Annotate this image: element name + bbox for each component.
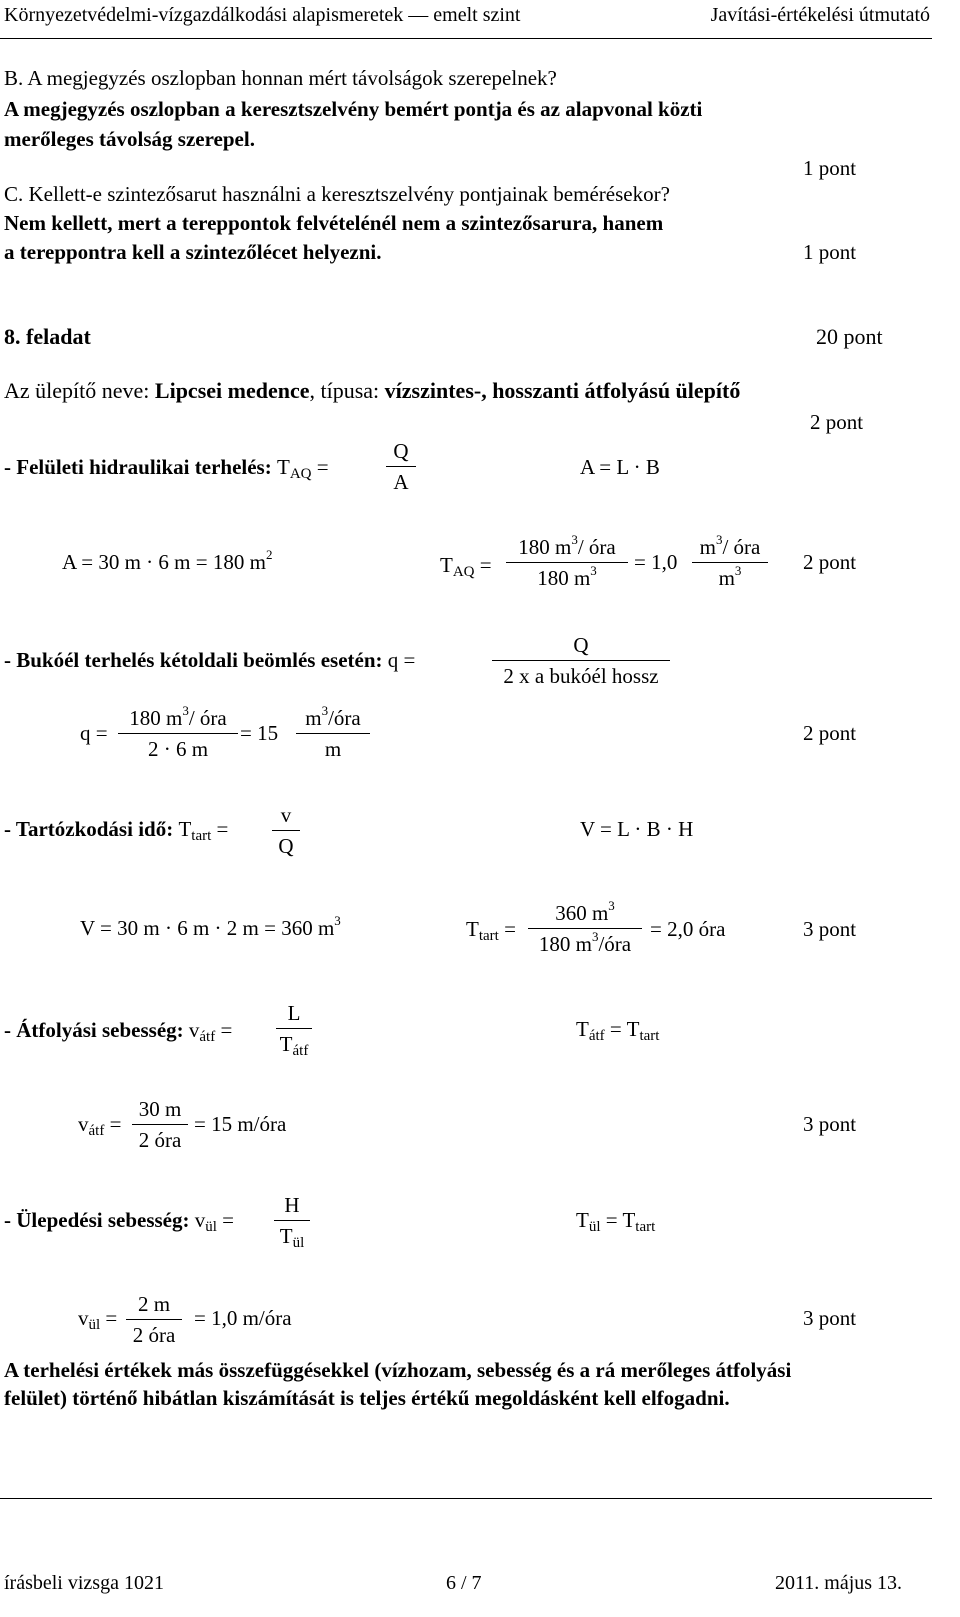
note-line-1: A terhelési értékek más összefüggésekkel (vízhozam, sebesség és a rá merőleges átfolyási xyxy=(4,1358,792,1382)
weir-calc-fraction: 180 $m^3/$ óra 2 · 6 m xyxy=(118,705,238,762)
hydraulic-points: 2 pont xyxy=(803,550,857,574)
settling-points: 3 pont xyxy=(803,1306,857,1330)
settling-velocity-label: - Ülepedési sebesség: $v_{ül}$ = xyxy=(4,1208,234,1235)
task-title: 8. feladat xyxy=(4,324,91,349)
area-formula: A = L · B xyxy=(580,455,660,479)
retention-fraction: v Q xyxy=(272,802,300,859)
section-b-points: 1 pont xyxy=(803,156,857,180)
retention-label: - Tartózkodási idő: $T_{tart}$ = xyxy=(4,817,229,844)
footer-exam-code: írásbeli vizsga 1021 xyxy=(4,1572,164,1594)
retention-result: = 2,0 óra xyxy=(650,917,726,941)
section-b-answer-1: A megjegyzés oszlopban a keresztszelvény bemért pontja és az alapvonal közti xyxy=(4,97,703,121)
flow-calc-fraction: 30 m 2 óra xyxy=(132,1096,188,1153)
hydraulic-load-fraction: Q A xyxy=(386,438,416,495)
weir-load-fraction: Q 2 x a bukóél hossz xyxy=(492,632,670,689)
time-equality: $T_{átf} = T_{tart}$ xyxy=(576,1017,660,1044)
header-subtitle: Javítási-értékelési útmutató xyxy=(710,4,930,26)
volume-calculation: V = 30 m · 6 m · 2 m = 360 $m^3$ xyxy=(80,913,341,940)
header-title: Környezetvédelmi-vízgazdálkodási alapismeretek — emelt szint xyxy=(4,4,521,26)
footer-page-number: 6 / 7 xyxy=(446,1572,482,1594)
area-calculation: A = 30 m · 6 m = 180 $m^2$ xyxy=(62,547,273,574)
intro-points: 2 pont xyxy=(810,410,864,434)
weir-load-label: - Bukóél terhelés kétoldali beömlés esetén: q = xyxy=(4,648,416,672)
section-c-answer-1: Nem kellett, mert a tereppontok felvételénél nem a szintezősarura, hanem xyxy=(4,211,664,235)
hydraulic-calc-lhs: $T_{AQ}$ = xyxy=(440,553,492,580)
footer-date: 2011. május 13. xyxy=(775,1572,903,1594)
hydraulic-unit-fraction: $m^3/$ óra $m^3$ xyxy=(692,534,768,591)
footer-rule xyxy=(0,1498,932,1499)
header-rule xyxy=(0,38,932,39)
weir-points: 2 pont xyxy=(803,721,857,745)
flow-result: = 15 m/óra xyxy=(194,1112,287,1136)
flow-velocity-fraction: L $T_{átf}$ xyxy=(276,1000,312,1057)
section-c-question: C. Kellett-e szintezősarut használni a keresztszelvény pontjainak bemérésekor? xyxy=(4,182,670,206)
section-c-answer-2: a tereppontra kell a szintezőlécet helyezni. xyxy=(4,240,382,264)
settling-calc-fraction: 2 m 2 óra xyxy=(126,1291,182,1348)
task-total-points: 20 pont xyxy=(816,324,883,349)
weir-result: = 15 xyxy=(240,721,279,745)
note-line-2: felület) történő hibátlan kiszámítását is teljes értékű megoldásként kell elfogadni. xyxy=(4,1386,730,1410)
volume-formula: V = L · B · H xyxy=(580,817,694,841)
weir-unit-fraction: $m^3$/óra m xyxy=(296,705,370,762)
retention-points: 3 pont xyxy=(803,917,857,941)
section-b-question: B. A megjegyzés oszlopban honnan mért távolságok szerepelnek? xyxy=(4,66,557,90)
hydraulic-result: = 1,0 xyxy=(634,550,678,574)
settling-result: = 1,0 m/óra xyxy=(194,1306,292,1330)
retention-calc-lhs: $T_{tart}$ = xyxy=(466,917,516,944)
hydraulic-calc-fraction: 180 $m^3/$ óra 180 $m^3$ xyxy=(506,534,628,591)
settler-intro: Az ülepítő neve: Lipcsei medence, típusa: vízszintes-, hosszanti átfolyású ülepítő xyxy=(4,378,741,403)
flow-points: 3 pont xyxy=(803,1112,857,1136)
flow-calc-lhs: $v_{átf}$ = xyxy=(78,1112,122,1139)
flow-velocity-label: - Átfolyási sebesség: $v_{átf}$ = xyxy=(4,1018,233,1045)
settling-calc-lhs: $v_{ül}$ = xyxy=(78,1306,118,1333)
section-b-answer-2: merőleges távolság szerepel. xyxy=(4,127,255,151)
time-equality-settling: $T_{ül} = T_{tart}$ xyxy=(576,1208,656,1235)
weir-calc-lhs: q = xyxy=(80,721,108,745)
retention-calc-fraction: 360 $m^3$ 180 $m^3$/óra xyxy=(528,900,642,957)
hydraulic-load-label: - Felületi hidraulikai terhelés: $T_{AQ}$ = xyxy=(4,455,329,482)
settling-velocity-fraction: H $T_{ül}$ xyxy=(274,1192,310,1249)
section-c-points: 1 pont xyxy=(803,240,857,264)
